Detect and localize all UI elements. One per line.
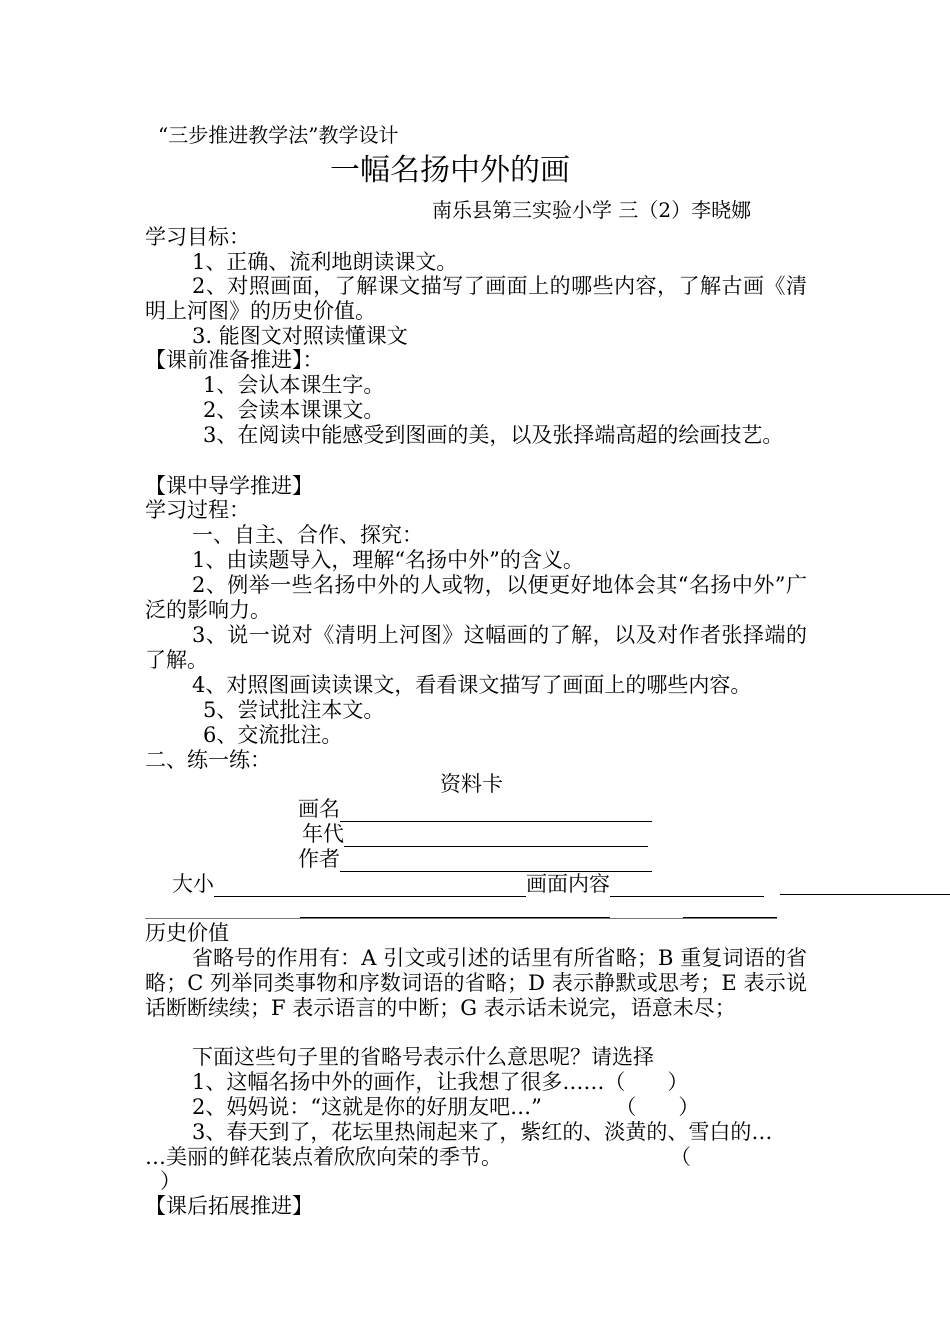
after-class-heading: 【课后拓展推进】 xyxy=(145,1194,313,1218)
card-label: 画面内容 xyxy=(526,872,610,896)
blank-line xyxy=(340,851,652,872)
goals-heading: 学习目标： xyxy=(145,225,250,249)
blank-line xyxy=(780,894,950,895)
process-item: 3、说一说对《清明上河图》这幅画的了解，以及对作者张择端的了解。 xyxy=(145,623,807,672)
section-one-heading: 一、自主、合作、探究： xyxy=(192,523,423,547)
ellipsis-q3-paren: ） xyxy=(160,1169,181,1193)
card-label: 大小 xyxy=(172,872,214,896)
guide-heading: 【课中导学推进】 xyxy=(145,474,313,498)
card-field-size-content xyxy=(172,872,764,897)
card-field-era xyxy=(302,822,648,847)
prep-heading: 【课前准备推进】： xyxy=(145,348,324,372)
prep-item: 1、会认本课生字。 xyxy=(203,373,385,397)
goal-item: 1、正确、流利地朗读课文。 xyxy=(192,250,458,274)
lesson-title: 一幅名扬中外的画 xyxy=(330,153,570,188)
blank-line xyxy=(214,876,526,897)
card-field-painting-name xyxy=(298,797,652,822)
blank-line xyxy=(683,917,777,918)
ellipsis-q2: 2、妈妈说：“这就是你的好朋友吧…” （ ） xyxy=(192,1095,700,1119)
blank-line xyxy=(610,876,764,897)
card-label: 作者 xyxy=(298,847,340,871)
info-card-title: 资料卡 xyxy=(440,772,503,796)
author-line: 南乐县第三实验小学 三（2）李晓娜 xyxy=(432,198,752,222)
card-label: 画名 xyxy=(298,797,340,821)
card-field-history: 历史价值 xyxy=(145,921,229,945)
blank-line xyxy=(300,917,610,918)
section-two-heading: 二、练一练： xyxy=(145,748,271,772)
ellipsis-q3-continued: …美丽的鲜花装点着欣欣向荣的季节。 （ xyxy=(145,1145,691,1169)
ellipsis-q1: 1、这幅名扬中外的画作，让我想了很多……（ ） xyxy=(192,1070,689,1094)
ellipsis-question: 下面这些句子里的省略号表示什么意思呢？请选择 xyxy=(192,1045,654,1069)
blank-line xyxy=(344,826,648,847)
ellipsis-q3: 3、春天到了，花坛里热闹起来了，紫红的、淡黄的、雪白的… xyxy=(192,1120,773,1144)
prep-item: 2、会读本课课文。 xyxy=(203,398,385,422)
prep-item: 3、在阅读中能感受到图画的美，以及张择端高超的绘画技艺。 xyxy=(203,423,784,447)
goal-item: 2、对照画面，了解课文描写了画面上的哪些内容，了解古画《清明上河图》的历史价值。 xyxy=(145,274,807,323)
process-heading: 学习过程： xyxy=(145,498,250,522)
blank-line xyxy=(145,918,777,919)
card-field-author xyxy=(298,847,652,872)
process-item: 1、由读题导入，理解“名扬中外”的含义。 xyxy=(192,548,584,572)
process-item: 5、尝试批注本文。 xyxy=(203,698,385,722)
process-item: 2、例举一些名扬中外的人或物，以便更好地体会其“名扬中外”广泛的影响力。 xyxy=(145,573,807,622)
blank-line xyxy=(340,801,652,822)
lesson-design-subtitle: “三步推进教学法”教学设计 xyxy=(158,123,399,147)
goal-item: 3. 能图文对照读懂课文 xyxy=(192,324,408,348)
process-item: 4、对照图画读读课文，看看课文描写了画面上的哪些内容。 xyxy=(192,673,752,697)
process-item: 6、交流批注。 xyxy=(203,723,343,747)
card-label: 年代 xyxy=(302,822,344,846)
ellipsis-intro: 省略号的作用有：A 引文或引述的话里有所省略；B 重复词语的省略；C 列举同类事物和序数词语的省略；D 表示静默或思考；E 表示说话断断续续；F 表示语言的中断；G 表示话未说完，语意未尽； xyxy=(145,946,807,1020)
